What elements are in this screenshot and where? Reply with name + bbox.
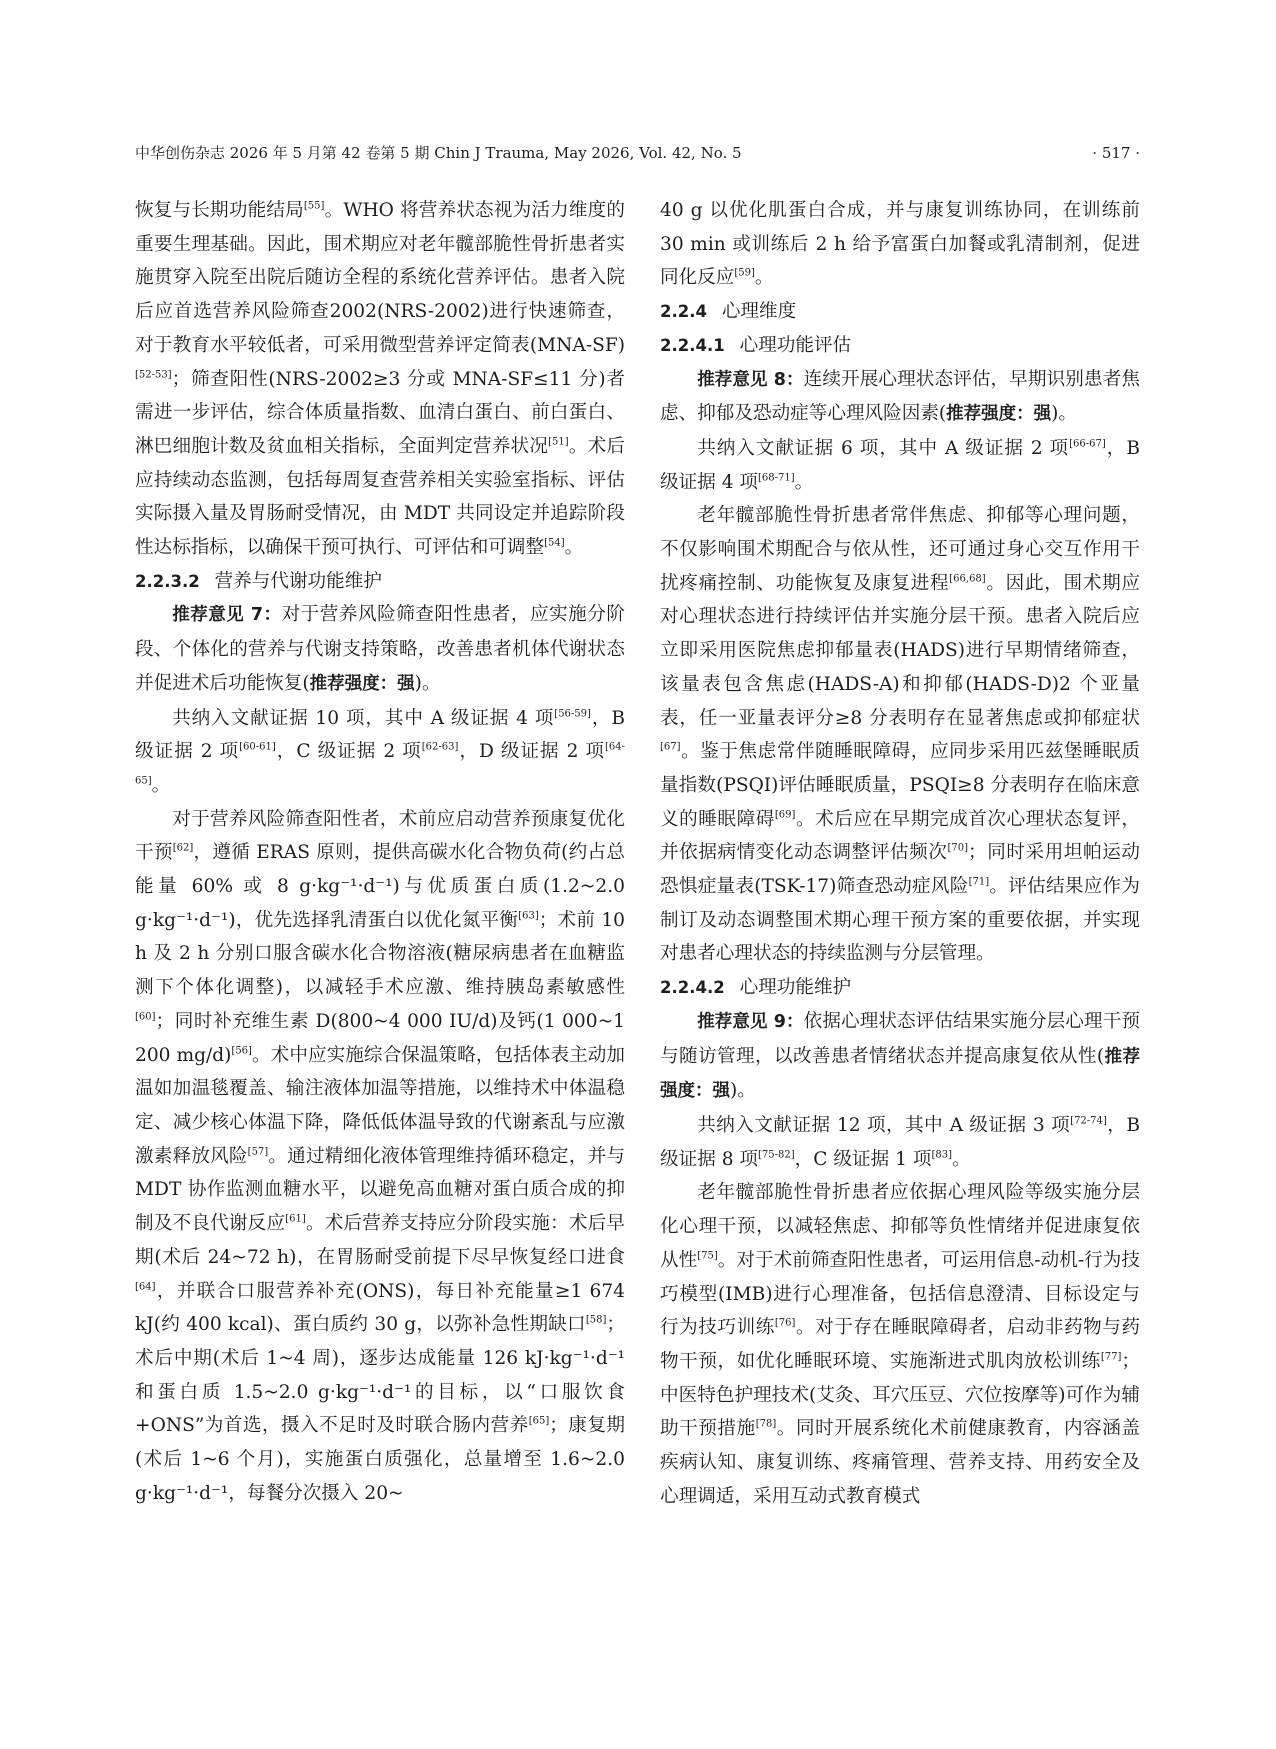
section-heading-2-2-4: 2.2.4 心理维度 [660, 301, 797, 323]
citation[interactable]: [57] [247, 1146, 269, 1158]
journal-citation: 中华创伤杂志 2026 年 5 月第 42 卷第 5 期 Chin J Trauma, May 2026, Vol. 42, No. 5 [135, 144, 742, 162]
citation[interactable]: [68-71] [758, 472, 795, 484]
citation[interactable]: [66,68] [949, 573, 986, 585]
section-heading-2-2-4-2: 2.2.4.2 心理功能维护 [660, 977, 852, 999]
paragraph-psych-intervention: 老年髋部脆性骨折患者应依据心理风险等级实施分层化心理干预，以减轻焦虑、抑郁等负性情绪并促进康复依从性[75]。对于术前筛查阳性患者，可运用信息-动机-行为技巧模型(IMB)进行心理准备，包括信息澄清、目标设定与行为技巧训练[76]。对于存在睡眠障碍者，启动非药物与药物干预，如优化睡眠环境、实施渐进式肌肉放松训练[77]；中医特色护理技术(艾灸、耳穴压豆、穴位按摩等)可作为辅助干预措施[78]。同时开展系统化术前健康教育，内容涵盖疾病认知、康复训练、疼痛管理、营养支持、用药安全及心理调适，采用互动式教育模式 [660, 1182, 1140, 1507]
left-column [135, 194, 625, 1510]
recommendation-8: 推荐意见 8：连续开展心理状态评估，早期识别患者焦虑、抑郁及恐动症等心理风险因素(推荐强度：强)。 [660, 368, 1140, 425]
citation[interactable]: [62] [172, 842, 194, 854]
paragraph-nutrition-assessment: 恢复与长期功能结局[55]。WHO 将营养状态视为活力维度的重要生理基础。因此，围术期应对老年髋部脆性骨折患者实施贯穿入院至出院后随访全程的系统化营养评估。患者入院后应首选营养风险筛查2002(NRS-2002)进行快速筛查，对于教育水平较低者，可采用微型营养评定简表(MNA-SF)[52-53]；筛查阳性(NRS-2002≥3 分或 MNA-SF≤11 分)者需进一步评估，综合体质量指数、血清白蛋白、前白蛋白、淋巴细胞计数及贫血相关指标，全面判定营养状况[51]。术后应持续动态监测，包括每周复查营养相关实验室指标、评估实际摄入量及胃肠耐受情况，由 MDT 共同设定并追踪阶段性达标指标，以确保干预可执行、可评估和可调整[54]。 [135, 200, 625, 559]
citation[interactable]: [70] [947, 842, 969, 854]
citation[interactable]: [61] [285, 1213, 306, 1225]
citation[interactable]: [62-63] [421, 741, 459, 753]
paragraph-psych-assessment: 老年髋部脆性骨折患者常伴焦虑、抑郁等心理问题，不仅影响围术期配合与依从性，还可通过身心交互作用干扰疼痛控制、功能恢复及康复进程[66,68]。因此，围术期应对心理状态进行持续评估并实施分层干预。患者入院后应立即采用医院焦虑抑郁量表(HADS)进行早期情绪筛查，该量表包含焦虑(HADS-A)和抑郁(HADS-D)2 个亚量表，任一亚量表评分≥8 分表明存在显著焦虑或抑郁症状[67]。鉴于焦虑常伴随睡眠障碍，应同步采用匹兹堡睡眠质量指数(PSQI)评估睡眠质量，PSQI≥8 分表明存在临床意义的睡眠障碍[69]。术后应在早期完成首次心理状态复评，并依据病情变化动态调整评估频次[70]；同时采用坦帕运动恐惧症量表(TSK-17)筛查恐动症风险[71]。评估结果应作为制订及动态调整围术期心理干预方案的重要依据，并实现对患者心理状态的持续监测与分层管理。 [660, 505, 1140, 965]
evidence-summary-8: 共纳入文献证据 6 项，其中 A 级证据 2 项[66-67]，B 级证据 4 项[68-71]。 [660, 437, 1140, 493]
citation[interactable]: [71] [968, 876, 990, 888]
citation[interactable]: [77] [1100, 1351, 1122, 1363]
paragraph-continued: 40 g 以优化肌蛋白合成，并与康复训练协同，在训练前 30 min 或训练后 2 h 给予富蛋白加餐或乳清制剂，促进同化反应[59]。 [660, 200, 1140, 289]
evidence-summary-9: 共纳入文献证据 12 项，其中 A 级证据 3 项[72-74]，B 级证据 8 项[75-82]，C 级证据 1 项[83]。 [660, 1114, 1140, 1170]
section-heading-2-2-3-2: 2.2.3.2 营养与代谢功能维护 [135, 570, 382, 592]
citation[interactable]: [51] [548, 436, 569, 448]
citation[interactable]: [64-65] [135, 741, 625, 787]
recommendation-7: 推荐意见 7：对于营养风险筛查阳性患者，应实施分阶段、个体化的营养与代谢支持策略，改善患者机体代谢状态并促进术后功能恢复(推荐强度：强)。 [135, 604, 625, 694]
citation[interactable]: [64] [135, 1281, 156, 1292]
right-column [660, 194, 1140, 1513]
citation[interactable]: [72-74] [1070, 1115, 1107, 1127]
citation[interactable]: [83] [931, 1149, 952, 1161]
citation[interactable]: [78] [755, 1418, 777, 1430]
citation[interactable]: [56] [231, 1045, 252, 1057]
citation[interactable]: [75] [697, 1250, 718, 1262]
citation[interactable]: [60] [135, 1011, 156, 1023]
evidence-summary-7: 共纳入文献证据 10 项，其中 A 级证据 4 项[56-59]，B 级证据 2 项[60-61]，C 级证据 2 项[62-63]，D 级证据 2 项[64-65]。 [135, 707, 625, 796]
running-header [135, 140, 1140, 166]
citation[interactable]: [66-67] [1069, 438, 1106, 450]
citation[interactable]: [52-53] [135, 369, 172, 381]
citation[interactable]: [56-59] [554, 708, 591, 720]
citation[interactable]: [75-82] [758, 1149, 795, 1161]
citation[interactable]: [60-61] [239, 741, 276, 753]
citation[interactable]: [59] [734, 267, 755, 279]
citation[interactable]: [55] [303, 200, 325, 212]
page-number: · 517 · [1092, 144, 1140, 162]
citation[interactable]: [69] [774, 809, 796, 821]
citation[interactable]: [67] [660, 741, 681, 753]
paragraph-nutrition-support: 对于营养风险筛查阳性者，术前应启动营养预康复优化干预[62]，遵循 ERAS 原则，提供高碳水化合物负荷(约占总能量 60% 或 8 g·kg⁻¹·d⁻¹)与优质蛋白质(1.2~2.0 g·kg⁻¹·d⁻¹)，优先选择乳清蛋白以优化氮平衡[63]；术前 10 h 及 2 h 分别口服含碳水化合物溶液(糖尿病患者在血糖监测下个体化调整)，以减轻手术应激、维持胰岛素敏感性[60]；同时补充维生素 D(800~4 000 IU/d)及钙(1 000~1 200 mg/d)[56]。术中应实施综合保温策略，包括体表主动加温如加温毯覆盖、输注液体加温等措施，以维持术中体温稳定、减少核心体温下降，降低低体温导致的代谢紊乱与应激激素释放风险[57]。通过精细化液体管理维持循环稳定，并与 MDT 协作监测血糖水平，以避免高血糖对蛋白质合成的抑制及不良代谢反应[61]。术后营养支持应分阶段实施：术后早期(术后 24~72 h)，在胃肠耐受前提下尽早恢复经口进食[64]，并联合口服营养补充(ONS)，每日补充能量≥1 674 kJ(约 400 kcal)、蛋白质约 30 g，以弥补急性期缺口[58]；术后中期(术后 1~4 周)，逐步达成能量 126 kJ·kg⁻¹·d⁻¹和蛋白质 1.5~2.0 g·kg⁻¹·d⁻¹的目标，以“口服饮食+ONS”为首选，摄入不足时及时联合肠内营养[65]；康复期(术后 1~6 个月)，实施蛋白质强化，总量增至 1.6~2.0 g·kg⁻¹·d⁻¹，每餐分次摄入 20~ [135, 808, 625, 1504]
section-heading-2-2-4-1: 2.2.4.1 心理功能评估 [660, 334, 852, 356]
citation[interactable]: [58] [585, 1314, 607, 1326]
citation[interactable]: [54] [544, 537, 565, 549]
citation[interactable]: [65] [528, 1415, 550, 1427]
citation[interactable]: [76] [774, 1317, 796, 1329]
recommendation-9: 推荐意见 9：依据心理状态评估结果实施分层心理干预与随访管理，以改善患者情绪状态并提高康复依从性(推荐强度：强)。 [660, 1010, 1140, 1102]
citation[interactable]: [63] [518, 910, 539, 922]
